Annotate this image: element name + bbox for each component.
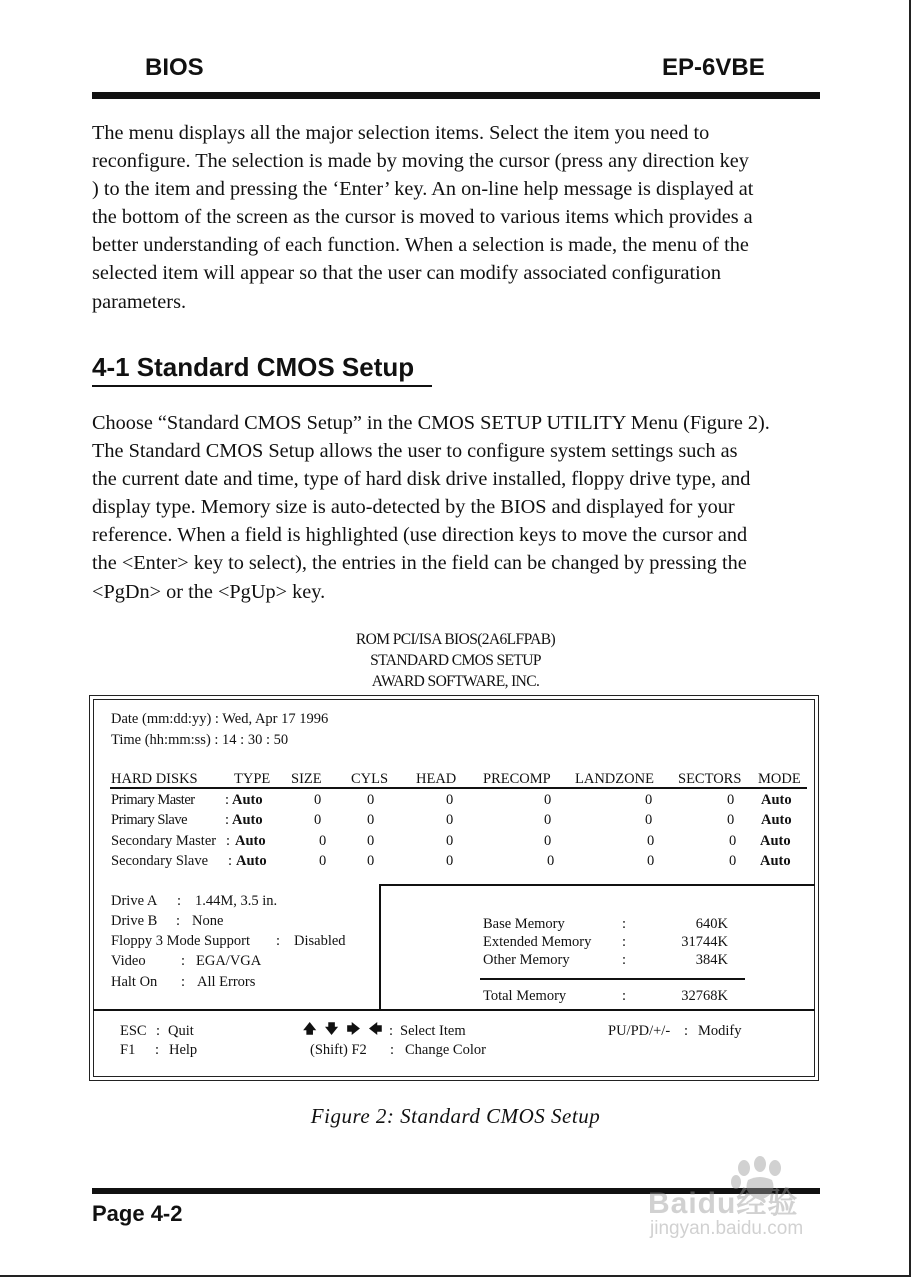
disk-sep: : [228,853,233,869]
disk-precomp: 0 [544,812,552,828]
drive-setting-label: Halt On [111,974,158,990]
bios-title-line: AWARD SOFTWARE, INC. [371,673,540,690]
disk-sep: : [225,812,230,828]
total-memory-label: Total Memory [483,988,567,1004]
select-sep: : [389,1023,394,1039]
disk-size: 0 [319,833,327,849]
select-action: Select Item [400,1023,466,1039]
column-header-cyls: CYLS [351,771,389,787]
paragraph-line: better understanding of each function. When a selection is made, the menu of the [92,234,749,257]
disk-cyls: 0 [367,833,375,849]
memory-value: 31744K [681,934,728,950]
memory-sep: : [622,916,627,932]
column-header-size: SIZE [291,771,322,787]
header-left-title: BIOS [145,54,204,81]
disk-name: Primary Master [111,792,195,808]
disk-cyls: 0 [367,812,375,828]
disk-size: 0 [314,792,322,808]
column-header-precomp: PRECOMP [483,771,551,787]
section-paragraph [92,409,820,606]
baidu-watermark [648,1156,858,1246]
disk-mode[interactable]: Auto [761,792,792,808]
disk-sep: : [226,833,231,849]
disk-cyls: 0 [367,853,375,869]
paragraph-line: Choose “Standard CMOS Setup” in the CMOS SETUP UTILITY Menu (Figure 2). [92,412,770,434]
disk-mode[interactable]: Auto [760,833,791,849]
shift-f2-key[interactable]: (Shift) F2 [310,1042,367,1058]
paragraph-line: the <Enter> key to select), the entries in the field can be changed by pressing the [92,552,747,575]
modify-action: Modify [698,1023,742,1039]
drive-setting-label: Video [111,953,146,969]
memory-panel-top-rule [380,884,815,886]
disk-landzone: 0 [647,853,655,869]
disk-head: 0 [446,853,454,869]
f1-action: Help [169,1042,198,1058]
drive-setting-value[interactable]: Disabled [294,933,346,949]
column-header-mode: MODE [758,771,801,787]
modify-sep: : [684,1023,689,1039]
column-header-landzone: LANDZONE [575,771,654,787]
arrow-keys-icon[interactable]: 🡅 🡇 🡆 🡄 [303,1022,385,1037]
esc-sep: : [156,1023,161,1039]
paragraph-line: <PgDn> or the <PgUp> key. [92,580,326,603]
disk-name: Secondary Master [111,833,217,849]
disk-precomp: 0 [547,853,555,869]
f1-sep: : [155,1042,160,1058]
esc-action: Quit [168,1023,194,1039]
drive-setting-label: Drive B [111,913,158,929]
disk-landzone: 0 [645,812,653,828]
section-title: 4-1 Standard CMOS Setup [92,352,415,382]
drive-setting-sep: : [177,893,182,909]
paragraph-line: The Standard CMOS Setup allows the user to configure system settings such as [92,440,738,463]
disk-precomp: 0 [544,792,552,808]
disk-sectors: 0 [727,812,735,828]
column-header-hard-disks: HARD DISKS [111,771,198,787]
disk-sectors: 0 [729,833,737,849]
memory-sep: : [622,934,627,950]
disk-mode[interactable]: Auto [760,853,791,869]
column-header-type: TYPE [234,771,271,787]
disk-size: 0 [319,853,327,869]
time-field[interactable]: Time (hh:mm:ss) : 14 : 30 : 50 [111,732,289,748]
paragraph-line: reference. When a field is highlighted (use direction keys to move the cursor and [92,524,748,547]
memory-value: 640K [695,916,728,932]
drive-setting-value[interactable]: 1.44M, 3.5 in. [195,893,278,909]
help-section-rule [93,1009,815,1011]
section-title-underline [92,385,432,387]
f1-key[interactable]: F1 [120,1042,136,1058]
disk-header-rule [110,787,807,789]
disk-head: 0 [446,792,454,808]
total-memory-value: 32768K [681,988,728,1004]
disk-head: 0 [446,833,454,849]
paragraph-line: the bottom of the screen as the cursor is moved to various items which provides a [92,206,753,229]
drive-setting-label: Drive A [111,893,158,909]
drive-setting-value[interactable]: EGA/VGA [196,953,262,969]
shift-f2-sep: : [390,1042,395,1058]
disk-type[interactable]: Auto [232,812,263,828]
paragraph-line: parameters. [92,290,187,313]
paragraph-line: The menu displays all the major selection items. Select the item you need to [92,122,710,144]
shift-f2-action: Change Color [405,1042,486,1058]
drive-setting-label: Floppy 3 Mode Support [111,933,250,949]
paragraph-line: reconfigure. The selection is made by moving the cursor (press any direction key [92,150,749,173]
page-number: Page 4-2 [92,1201,183,1226]
drive-setting-sep: : [176,913,181,929]
header-right-model: EP-6VBE [662,54,765,81]
disk-name: Secondary Slave [111,853,209,869]
watermark-brand: Baidu经验 [648,1187,799,1220]
panel-divider [379,884,381,1010]
disk-landzone: 0 [647,833,655,849]
header-rule [92,92,820,99]
disk-type[interactable]: Auto [235,833,266,849]
bios-title-line: ROM PCI/ISA BIOS(2A6LFPAB) [355,631,556,648]
bios-title-line: STANDARD CMOS SETUP [370,652,541,669]
drive-setting-sep: : [181,974,186,990]
disk-size: 0 [314,812,322,828]
esc-key[interactable]: ESC [120,1023,147,1039]
drive-setting-sep: : [276,933,281,949]
disk-head: 0 [446,812,454,828]
intro-paragraph [92,119,820,316]
drive-setting-value[interactable]: All Errors [197,974,256,990]
bios-screen-inner-frame [93,699,815,1077]
disk-precomp: 0 [544,833,552,849]
memory-label: Extended Memory [483,934,592,950]
disk-mode[interactable]: Auto [761,812,792,828]
disk-type[interactable]: Auto [232,792,263,808]
memory-total-rule [480,978,745,980]
disk-cyls: 0 [367,792,375,808]
drive-setting-value[interactable]: None [192,913,224,929]
disk-sectors: 0 [729,853,737,869]
date-field[interactable]: Date (mm:dd:yy) : Wed, Apr 17 1996 [111,711,329,727]
memory-label: Other Memory [483,952,570,968]
memory-label: Base Memory [483,916,565,932]
paragraph-line: the current date and time, type of hard disk drive installed, floppy drive type, and [92,468,751,491]
paragraph-line: ) to the item and pressing the ‘Enter’ key. An on-line help message is displayed at [92,178,754,201]
column-header-head: HEAD [416,771,457,787]
memory-value: 384K [695,952,728,968]
memory-sep: : [622,952,627,968]
column-header-sectors: SECTORS [678,771,742,787]
drive-setting-sep: : [181,953,186,969]
disk-sep: : [225,792,230,808]
disk-sectors: 0 [727,792,735,808]
disk-name: Primary Slave [111,812,188,828]
paragraph-line: selected item will appear so that the user can modify associated configuration [92,262,722,285]
disk-landzone: 0 [645,792,653,808]
disk-type[interactable]: Auto [236,853,267,869]
watermark-url: jingyan.baidu.com [650,1218,804,1239]
total-memory-sep: : [622,988,627,1004]
figure-caption: Figure 2: Standard CMOS Setup [310,1104,601,1128]
paragraph-line: display type. Memory size is auto-detected by the BIOS and displayed for your [92,496,735,519]
modify-key[interactable]: PU/PD/+/- [608,1023,671,1039]
